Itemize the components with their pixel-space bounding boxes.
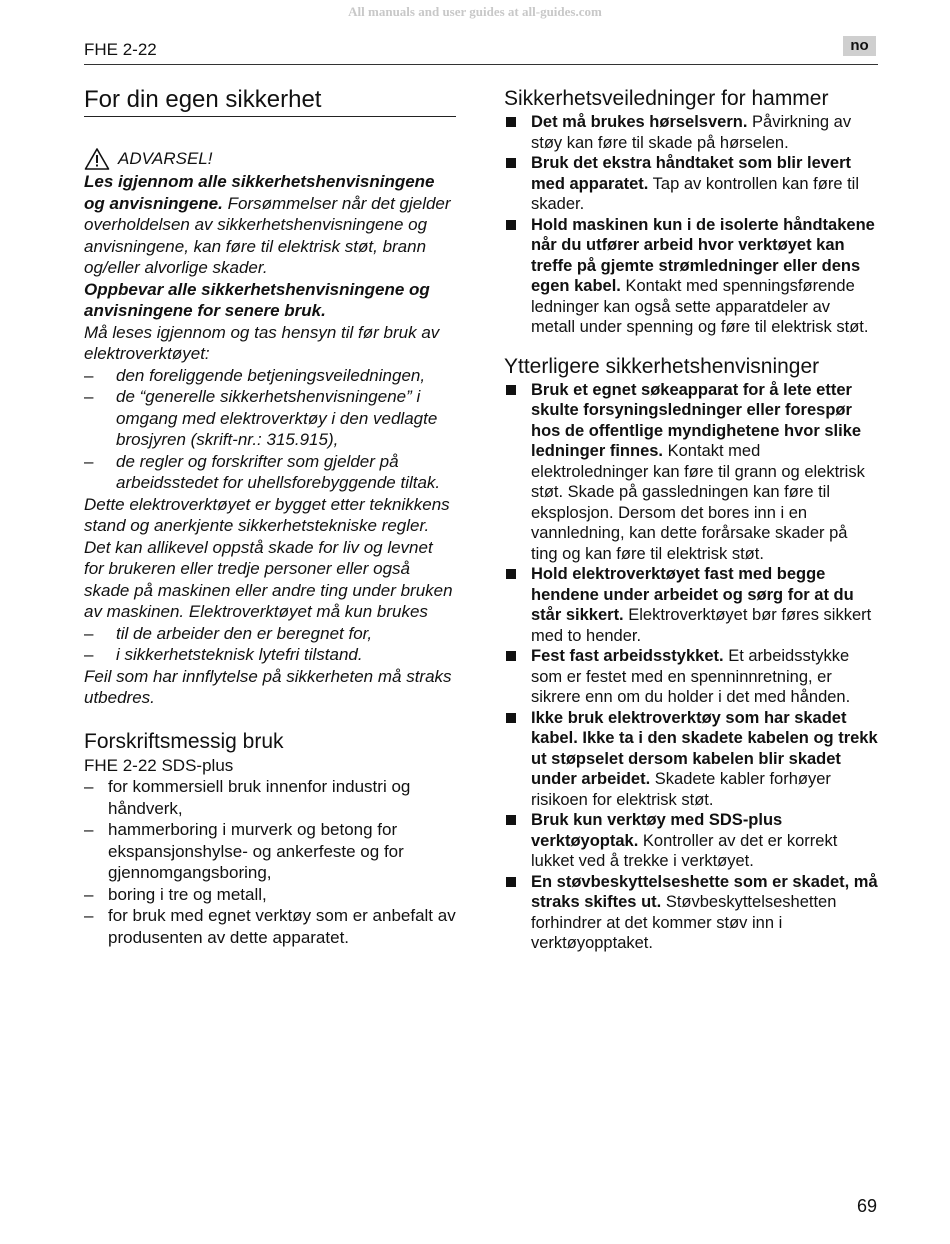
warning-paragraph-2 <box>84 279 456 322</box>
bullet-item <box>504 380 878 565</box>
warning-paragraph-4: Dette elektroverktøyet er bygget etter teknikkens stand og anerkjente sikkerhetstekniske regler. Det kan allikevel oppstå skade for liv og levnet for brukeren eller tredje personer eller også skade på maskinen eller andre ting under bruken av maskinen. Elektroverktøyet må kun brukes <box>84 494 453 621</box>
bullet-bold: Bruk et egnet søkeapparat for å lete etter skulte forsyningsledninger eller forespør hos de offentlige myndighetene hvor slike ledninger finnes. <box>531 380 862 460</box>
list-item: – hammerboring i murverk og betong for ekspansjonshylse- og ankerfeste og for gjennomgangsboring, <box>84 819 456 884</box>
bullet-item <box>504 215 878 338</box>
list-item-text: de regler og forskrifter som gjelder på arbeidsstedet for uhellsforebyggende tiltak. <box>116 451 441 492</box>
bullet-item <box>504 872 878 954</box>
bullet-text: Støvbeskyttelseshetten forhindrer at det kommer støv inn i verktøyopptaket. <box>531 893 837 952</box>
list-item: – i sikkerhetsteknisk lytefri tilstand. <box>84 645 363 664</box>
bullet-item <box>504 564 878 646</box>
bullet-text: Tap av kontrollen kan føre til skader. <box>531 174 860 213</box>
bullet-bold: Bruk det ekstra håndtaket som blir levert med apparatet. <box>531 154 852 193</box>
bullet-square-icon <box>506 158 516 168</box>
bullet-item <box>504 112 878 153</box>
bullet-bold: Bruk kun verktøy med SDS-plus verktøyoptak. <box>531 811 783 850</box>
section-heading-hammer-safety: Sikkerhetsveiledninger for hammer <box>504 87 829 110</box>
bullet-text: Kontroller av det er korrekt lukket ved å trekke i verktøyet. <box>531 831 838 870</box>
warning-bold-2: Oppbevar alle sikkerhetshenvisningene og anvisningene for senere bruk. <box>84 279 430 320</box>
section-heading-intended-use: Forskriftsmessig bruk <box>84 729 284 753</box>
bullet-square-icon <box>506 713 516 723</box>
list-item: – de “generelle sikkerhetshenvisningene” i omgang med elektroverktøy i den vedlagte brosjyren (skrift-nr.: 315.915), <box>84 386 456 451</box>
bullet-text: Elektroverktøyet bør føres sikkert med to hender. <box>531 606 872 645</box>
bullet-text: Et arbeidsstykke som er festet med en spenninnretning, er sikrere enn om du holder i det med hånden. <box>531 647 851 706</box>
bullet-item <box>504 153 878 215</box>
page-number: 69 <box>856 1196 877 1216</box>
list-item-text: boring i tre og metall, <box>108 884 267 904</box>
bullet-item <box>504 810 878 872</box>
warning-bold-1: Les igjennom alle sikkerhetshenvisningene og anvisningene. <box>84 172 435 213</box>
bullet-text: Påvirkning av støy kan føre til skade på hørselen. <box>531 113 852 152</box>
list-item-text: i sikkerhetsteknisk lytefri tilstand. <box>116 645 363 664</box>
bullet-bold: Fest fast arbeidsstykket. <box>531 647 724 665</box>
warning-paragraph-1 <box>84 171 456 279</box>
bullet-item <box>504 708 878 811</box>
page-title: For din egen sikkerhet <box>84 86 456 117</box>
warning-triangle-icon <box>84 147 110 171</box>
language-badge: no <box>843 36 876 56</box>
intended-use-model: FHE 2-22 SDS-plus <box>84 755 234 775</box>
warning-label: ADVARSEL! <box>118 149 213 169</box>
bullet-square-icon <box>506 385 516 395</box>
list-item: – boring i tre og metall, <box>84 884 267 904</box>
bullet-bold: Det må brukes hørselsvern. <box>531 113 748 131</box>
bullet-bold: Hold maskinen kun i de isolerte håndtakene når du utfører arbeid hvor verktøyet kan treffe på gjemte strømledninger eller dens egen kabel. <box>531 215 875 295</box>
bullet-item <box>504 646 878 708</box>
bullet-square-icon <box>506 117 516 127</box>
list-item-text: for bruk med egnet verktøy som er anbefalt av produsenten av dette apparatet. <box>108 906 456 947</box>
warning-paragraph-3: Må leses igjennom og tas hensyn til før bruk av elektroverktøyet: <box>84 322 440 363</box>
left-column <box>84 86 456 948</box>
watermark: All manuals and user guides at all-guides.com <box>348 4 602 19</box>
bullet-bold: Ikke bruk elektroverktøy som har skadet kabel. Ikke ta i den skadete kabelen og trekk ut støpselet dersom kabelen blir skadet under arbeidet. <box>531 708 878 788</box>
list-item-text: hammerboring i murverk og betong for ekspansjonshylse- og ankerfeste og for gjennomgangsboring, <box>108 820 404 882</box>
header-model: FHE 2-22 <box>84 40 157 59</box>
warning-block <box>84 147 456 709</box>
bullet-text: Skadete kabler forhøyer risikoen for elektrisk støt. <box>531 770 831 809</box>
list-item: – til de arbeider den er beregnet for, <box>84 623 373 643</box>
list-item: – den foreliggende betjeningsveiledningen, <box>84 365 426 385</box>
warning-title <box>84 147 456 171</box>
right-column <box>504 86 878 954</box>
bullet-square-icon <box>506 651 516 661</box>
list-item-text: for kommersiell bruk innenfor industri og håndverk, <box>108 777 411 818</box>
warning-paragraph-5: Feil som har innflytelse på sikkerheten må straks utbedres. <box>84 666 452 707</box>
list-item-text: til de arbeider den er beregnet for, <box>116 623 373 643</box>
bullet-square-icon <box>506 569 516 579</box>
list-item-text: de “generelle sikkerhetshenvisningene” i omgang med elektroverktøy i den vedlagte brosjyren (skrift-nr.: 315.915), <box>116 387 438 449</box>
bullet-bold: Hold elektroverktøyet fast med begge hendene under arbeidet og sørg for at du står sikkert. <box>531 565 854 624</box>
section-heading-additional-safety: Ytterligere sikkerhetshenvisninger <box>504 354 820 378</box>
list-item: – for kommersiell bruk innenfor industri og håndverk, <box>84 776 456 819</box>
warning-text-1: Forsømmelser når det gjelder overholdelsen av sikkerhetshenvisningene og anvisningene, kan føre til elektrisk støt, brann og/eller alvorlige skader. <box>84 193 451 277</box>
list-item-text: den foreliggende betjeningsveiledningen, <box>116 365 426 385</box>
list-item: – de regler og forskrifter som gjelder på arbeidsstedet for uhellsforebyggende tiltak. <box>84 451 456 494</box>
bullet-text: Kontakt med elektroledninger kan føre til grann og elektrisk støt. Skade på gassledningen kan føre til eksplosjon. Dersom det bores inn i en vannledning, kan dette forårsake skader på ting og kan føre til elektrisk støt. <box>531 442 865 563</box>
bullet-text: Kontakt med spenningsførende ledninger kan også sette apparatdeler av metall under spenning og føre til elektrisk støt. <box>531 277 869 336</box>
bullet-square-icon <box>506 220 516 230</box>
list-item: – for bruk med egnet verktøy som er anbefalt av produsenten av dette apparatet. <box>84 906 456 947</box>
bullet-square-icon <box>506 877 516 887</box>
bullet-bold: En støvbeskyttelseshette som er skadet, må straks skiftes ut. <box>531 872 878 911</box>
header-rule <box>84 64 878 65</box>
bullet-square-icon <box>506 815 516 825</box>
